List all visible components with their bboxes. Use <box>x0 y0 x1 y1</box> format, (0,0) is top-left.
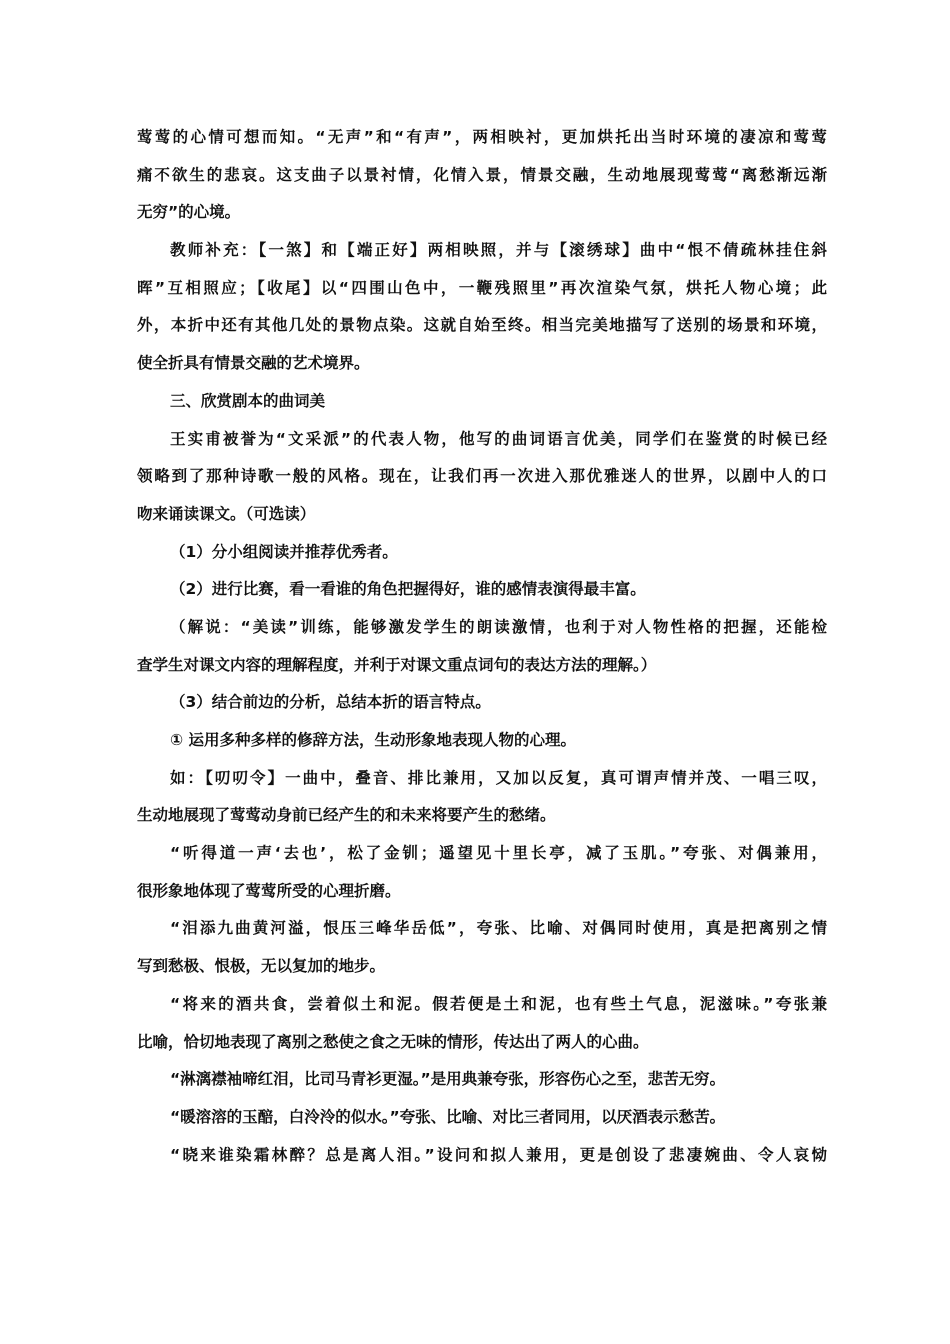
text-line: 很形象地体现了莺莺所受的心理折磨。 <box>137 881 401 900</box>
text-line: 吻来诵读课文。（可选读） <box>137 504 316 523</box>
text-line: 使全折具有情景交融的艺术境界。 <box>137 354 370 373</box>
text-line: “将来的酒共食，尝着似土和泥。假若便是土和泥，也有些土气息，泥滋味。”夸张兼 <box>170 994 827 1013</box>
text-line: 比喻，恰切地表现了离别之愁使之食之无味的情形，传达出了两人的心曲。 <box>137 1032 649 1051</box>
text-line: 王实甫被誉为“文采派”的代表人物，他写的曲词语言优美，同学们在鉴赏的时候已经 <box>170 429 827 448</box>
text-line: （2）进行比赛，看一看谁的角色把握得好，谁的感情表演得最丰富。 <box>170 580 646 599</box>
text-line: 教师补充：【一煞】和【端正好】两相映照，并与【滚绣球】曲中“恨不倩疏林挂住斜 <box>170 241 827 260</box>
text-line: “晓来谁染霜林醉？总是离人泪。”设问和拟人兼用，更是创设了悲凄婉曲、令人哀恸 <box>170 1145 827 1164</box>
text-line: 查学生对课文内容的理解程度，并利于对课文重点词句的表达方法的理解。） <box>137 655 657 674</box>
text-line: 如：【叨叨令】一曲中，叠音、排比兼用，又加以反复，真可谓声情并茂、一唱三叹， <box>170 768 827 787</box>
text-line: 生动地展现了莺莺动身前已经产生的和未来将要产生的愁绪。 <box>137 806 556 825</box>
text-line: （3）结合前边的分析，总结本折的语言特点。 <box>170 693 491 712</box>
text-line: “暖溶溶的玉醅，白泠泠的似水。”夸张、比喻、对比三者同用，以厌酒表示愁苦。 <box>170 1107 726 1126</box>
text-line: 领略到了那种诗歌一般的风格。现在，让我们再一次进入那优雅迷人的世界，以剧中人的口 <box>137 467 827 486</box>
text-line: “淋漓襟袖啼红泪，比司马青衫更湿。”是用典兼夸张，形容伤心之至，悲苦无穷。 <box>170 1070 726 1089</box>
text-line: 写到愁极、恨极，无以复加的地步。 <box>137 957 386 976</box>
text-line: （1）分小组阅读并推荐优秀者。 <box>170 542 398 561</box>
text-line: 外，本折中还有其他几处的景物点染。这就自始至终。相当完美地描写了送别的场景和环境， <box>137 316 827 335</box>
text-line: ① 运用多种多样的修辞方法，生动形象地表现人物的心理。 <box>170 731 577 749</box>
document-body <box>137 119 827 1174</box>
text-line: （解说：“美读”训练，能够激发学生的朗读激情，也利于对人物性格的把握，还能检 <box>170 617 827 636</box>
text-line: “泪添九曲黄河溢，恨压三峰华岳低”，夸张、比喻、对偶同时使用，真是把离别之情 <box>170 919 827 938</box>
text-line: “听得道一声‘去也’，松了金钏；遥望见十里长亭，减了玉肌。”夸张、对偶兼用， <box>170 844 827 863</box>
text-line: 晖”互相照应；【收尾】以“四围山色中，一鞭残照里”再次渲染气氛，烘托人物心境；此 <box>137 278 827 297</box>
text-line: 三、欣赏剧本的曲词美 <box>170 391 326 410</box>
text-line: 痛不欲生的悲哀。这支曲子以景衬情，化情入景，情景交融，生动地展现莺莺“离愁渐远渐 <box>137 165 827 184</box>
text-line: 无穷”的心境。 <box>137 203 241 222</box>
text-line: 莺莺的心情可想而知。“无声”和“有声”，两相映衬，更加烘托出当时环境的凄凉和莺莺 <box>137 128 827 146</box>
